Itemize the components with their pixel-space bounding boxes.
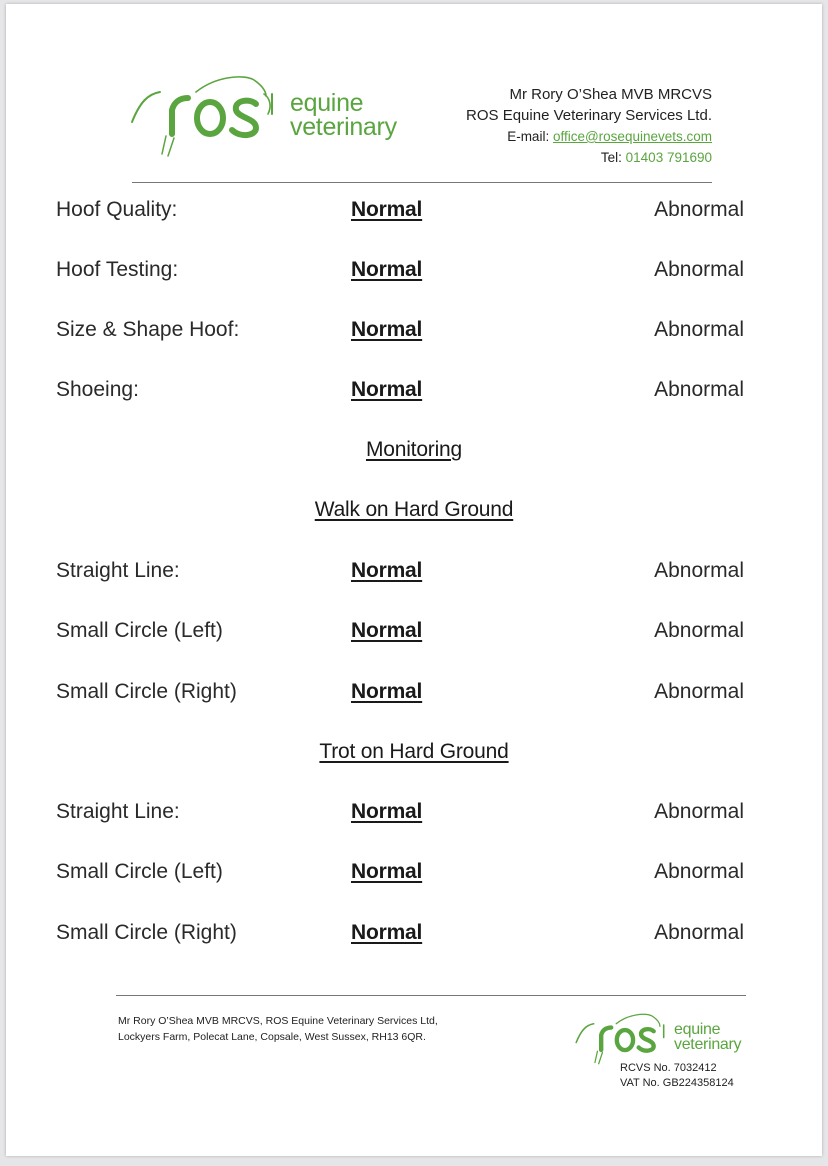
logo-word-equine: equine	[290, 89, 364, 117]
email-line	[466, 126, 712, 147]
abnormal-option: Abnormal	[654, 800, 744, 823]
row-label: Small Circle (Right)	[56, 680, 237, 703]
vet-name: Mr Rory O’Shea MVB MRCVS	[509, 86, 712, 103]
row-label: Small Circle (Right)	[56, 921, 237, 944]
abnormal-option: Abnormal	[654, 258, 744, 281]
form-row-walk-small-circle-right	[6, 677, 822, 707]
normal-option: Normal	[351, 800, 423, 823]
abnormal-option: Abnormal	[654, 378, 744, 401]
row-label: Hoof Testing:	[56, 258, 179, 281]
email-link[interactable]: office@rosequinevets.com	[552, 129, 712, 144]
rcvs-number: RCVS No. 7032412	[620, 1062, 717, 1074]
header-divider	[132, 182, 712, 183]
form-row-size-shape-hoof	[6, 315, 822, 345]
form-row-walk-small-circle-left	[6, 616, 822, 646]
abnormal-option: Abnormal	[654, 680, 744, 703]
form-row-trot-small-circle-left	[6, 857, 822, 887]
abnormal-option: Abnormal	[654, 559, 744, 582]
footer-registration	[620, 1061, 734, 1091]
logo-word-veterinary: veterinary	[290, 113, 397, 141]
normal-option: Normal	[351, 921, 423, 944]
ros-logo-mark-icon	[126, 70, 291, 166]
footer-address	[118, 1013, 438, 1045]
vat-number: VAT No. GB224358124	[620, 1077, 734, 1089]
abnormal-option: Abnormal	[654, 318, 744, 341]
tel-label: Tel:	[600, 150, 626, 165]
row-label: Size & Shape Hoof:	[56, 318, 240, 341]
normal-option: Normal	[351, 318, 423, 341]
section-heading-trot: Trot on Hard Ground	[319, 740, 509, 763]
row-label: Small Circle (Left)	[56, 619, 223, 642]
form-row-trot-straight-line	[6, 797, 822, 827]
footer-address-line-1: Mr Rory O’Shea MVB MRCVS, ROS Equine Veterinary Services Ltd,	[118, 1015, 438, 1027]
normal-option: Normal	[351, 559, 423, 582]
abnormal-option: Abnormal	[654, 860, 744, 883]
row-label: Shoeing:	[56, 378, 139, 401]
ros-logo	[126, 70, 411, 166]
logo-word-veterinary: veterinary	[674, 1036, 742, 1053]
logo-word-equine: equine	[674, 1021, 721, 1038]
footer-divider	[116, 995, 746, 996]
normal-option: Normal	[351, 258, 423, 281]
row-label: Small Circle (Left)	[56, 860, 223, 883]
form-row-shoeing	[6, 375, 822, 405]
form-row-walk-straight-line	[6, 556, 822, 586]
email-label: E-mail:	[507, 129, 553, 144]
row-label: Straight Line:	[56, 559, 180, 582]
abnormal-option: Abnormal	[654, 921, 744, 944]
document-page	[6, 4, 822, 1156]
tel-number: 01403 791690	[625, 150, 712, 165]
abnormal-option: Abnormal	[654, 619, 744, 642]
form-row-hoof-quality	[6, 195, 822, 225]
normal-option: Normal	[351, 860, 423, 883]
normal-option: Normal	[351, 680, 423, 703]
row-label: Hoof Quality:	[56, 198, 178, 221]
section-heading-monitoring: Monitoring	[365, 438, 463, 461]
abnormal-option: Abnormal	[654, 198, 744, 221]
normal-option: Normal	[351, 378, 423, 401]
section-heading-walk: Walk on Hard Ground	[314, 498, 514, 521]
normal-option: Normal	[351, 198, 423, 221]
normal-option: Normal	[351, 619, 423, 642]
contact-block	[466, 84, 712, 168]
company-name: ROS Equine Veterinary Services Ltd.	[466, 107, 712, 124]
footer-address-line-2: Lockyers Farm, Polecat Lane, Copsale, West Sussex, RH13 6QR.	[118, 1031, 426, 1043]
form-row-trot-small-circle-right	[6, 918, 822, 948]
tel-line	[466, 147, 712, 168]
form-row-hoof-testing	[6, 255, 822, 285]
row-label: Straight Line:	[56, 800, 180, 823]
